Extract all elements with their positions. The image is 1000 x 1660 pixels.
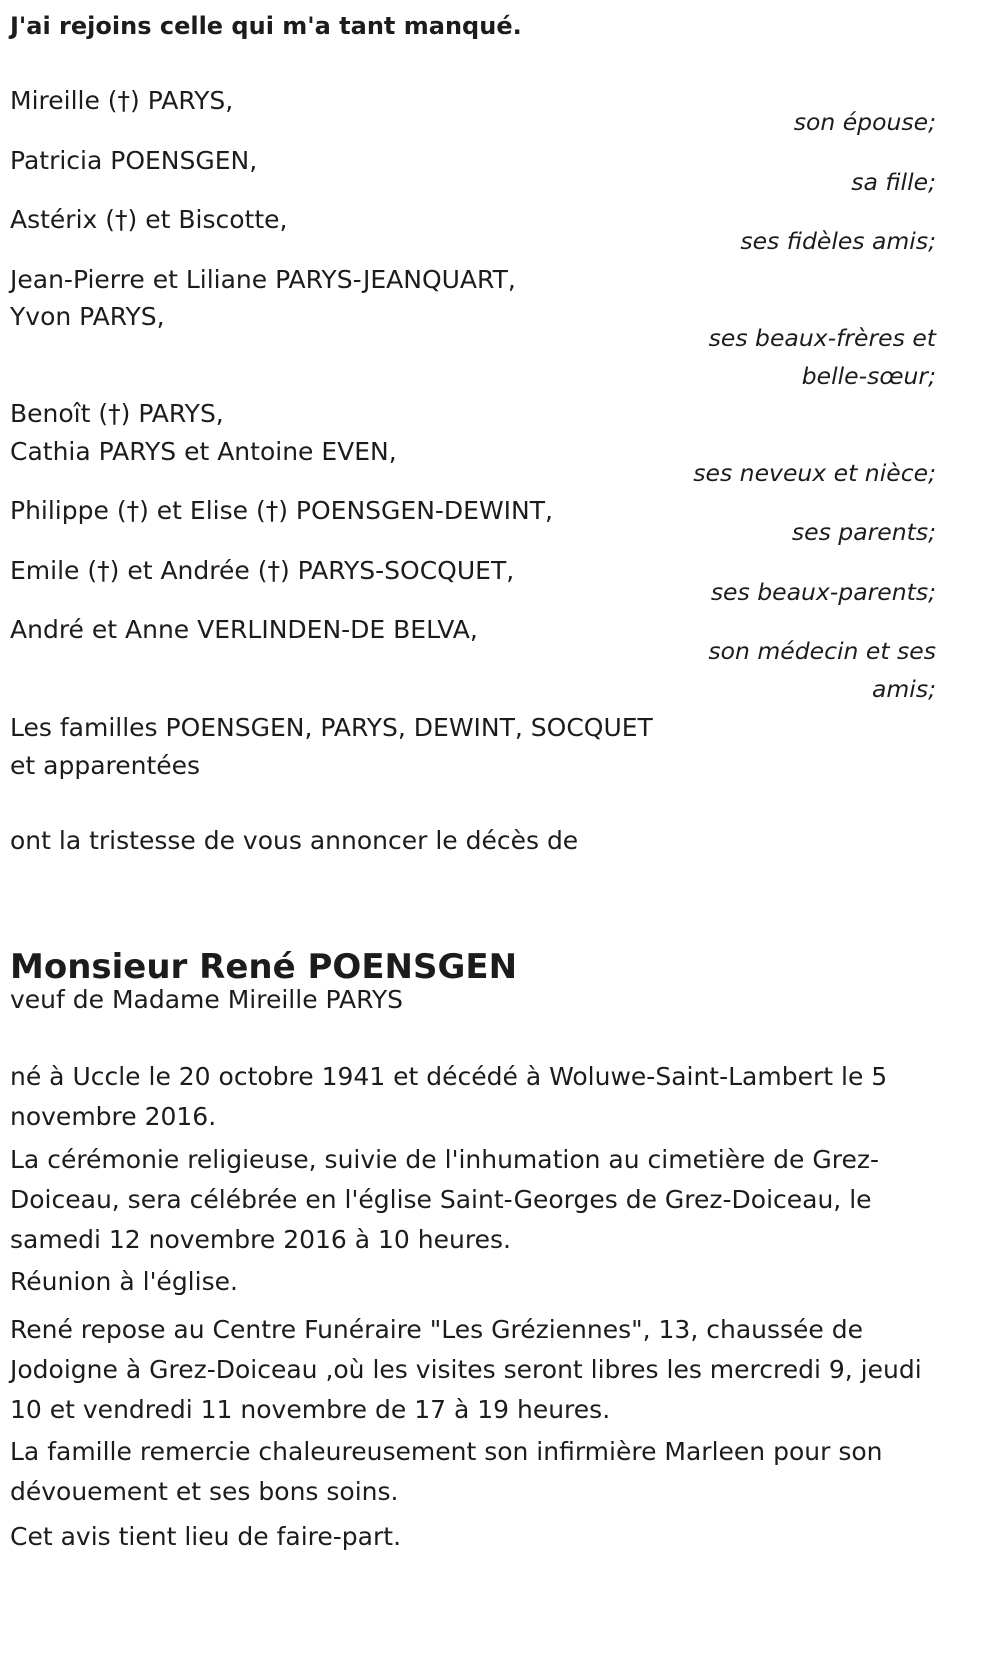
thanks-paragraph: La famille remercie chaleureusement son infirmière Marleen pour son dévouement et ses bons soins.: [10, 1437, 883, 1506]
mourner-name: Benoît (†) PARYS,: [10, 399, 224, 428]
gathering-paragraph: Réunion à l'église.: [10, 1267, 238, 1296]
widower-of: veuf de Madame Mireille PARYS: [10, 985, 404, 1014]
mourner-name: et apparentées: [10, 751, 201, 780]
ceremony-paragraph: La cérémonie religieuse, suivie de l'inhumation au cimetière de Grez-Doiceau, sera célébrée en l'église Saint-Georges de Grez-Doiceau, le samedi 12 novembre 2016 à 10 heures.: [10, 1145, 879, 1254]
birth-death-paragraph: né à Uccle le 20 octobre 1941 et décédé à Woluwe-Saint-Lambert le 5 novembre 2016.: [10, 1062, 888, 1131]
viewing-paragraph: René repose au Centre Funéraire "Les Gréziennes", 13, chaussée de Jodoigne à Grez-Doiceau ,où les visites seront libres les mercredi 9, jeudi 10 et vendredi 11 novembre de 17 à 19 heures.: [10, 1315, 922, 1424]
mourner-role: son épouse;: [793, 108, 936, 136]
mourner-name: Emile (†) et Andrée (†) PARYS-SOCQUET,: [10, 556, 515, 585]
mourner-role: son médecin et ses: [708, 637, 936, 665]
mourner-role: belle-sœur;: [801, 362, 936, 390]
mourner-name: Jean-Pierre et Liliane PARYS-JEANQUART,: [10, 265, 516, 294]
mourner-name: Philippe (†) et Elise (†) POENSGEN-DEWINT,: [10, 496, 553, 525]
mourner-role: sa fille;: [851, 168, 936, 196]
mourner-name: Astérix (†) et Biscotte,: [10, 205, 288, 234]
mourner-role: ses beaux-parents;: [710, 578, 936, 606]
mourner-name: André et Anne VERLINDEN-DE BELVA,: [10, 615, 478, 644]
mourner-name: Mireille (†) PARYS,: [10, 86, 234, 115]
mourner-role: ses beaux-frères et: [708, 324, 936, 352]
mourner-name: Les familles POENSGEN, PARYS, DEWINT, SOCQUET: [10, 713, 653, 742]
mourner-role: amis;: [872, 675, 936, 703]
mourner-role: ses fidèles amis;: [740, 227, 936, 255]
mourner-role: ses parents;: [791, 518, 936, 546]
epigraph: J'ai rejoins celle qui m'a tant manqué.: [10, 12, 522, 40]
deceased-name: Monsieur René POENSGEN: [10, 947, 518, 987]
closing-paragraph: Cet avis tient lieu de faire-part.: [10, 1522, 402, 1551]
mourner-role: ses neveux et nièce;: [693, 459, 936, 487]
announcement-text: ont la tristesse de vous annoncer le décès de: [10, 826, 579, 855]
mourner-name: Cathia PARYS et Antoine EVEN,: [10, 437, 397, 466]
mourner-name: Patricia POENSGEN,: [10, 146, 258, 175]
mourner-name: Yvon PARYS,: [10, 302, 165, 331]
